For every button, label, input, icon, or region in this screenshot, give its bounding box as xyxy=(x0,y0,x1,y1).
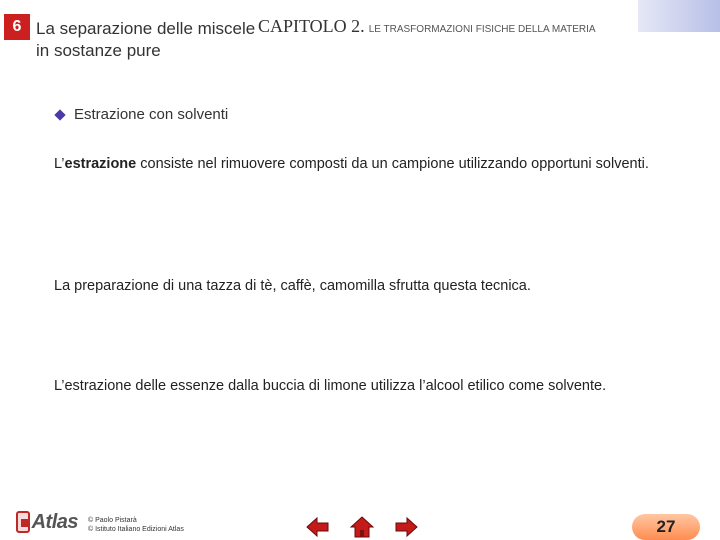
chapter-heading xyxy=(258,16,596,37)
atlas-logo xyxy=(16,508,78,536)
paragraph-example-tea: La preparazione di una tazza di tè, caffè, camomilla sfrutta questa tecnica. xyxy=(54,278,531,294)
atlas-logo-mark-icon xyxy=(16,511,30,533)
bullet-heading-text: Estrazione con solventi xyxy=(74,106,229,123)
chapter-label: CAPITOLO 2. xyxy=(258,16,365,36)
page-number-badge: 27 xyxy=(632,514,700,540)
bullet-heading xyxy=(56,106,228,123)
credits xyxy=(88,516,184,534)
credit-publisher: © Istituto Italiano Edizioni Atlas xyxy=(88,526,184,533)
section-title: La separazione delle miscele in sostanze pure xyxy=(36,19,256,60)
paragraph-example-lemon: L’estrazione delle essenze dalla buccia di limone utilizza l’alcool etilico come solvente. xyxy=(54,378,607,394)
home-button[interactable] xyxy=(350,516,374,538)
term-estrazione: estrazione xyxy=(64,156,137,172)
paragraph-definition-text: consiste nel rimuovere composti da un campione utilizzando opportuni solventi. xyxy=(136,156,649,172)
previous-slide-button[interactable] xyxy=(306,516,330,538)
arrow-right-icon xyxy=(394,516,418,538)
credit-author: © Paolo Pistarà xyxy=(88,517,137,524)
next-slide-button[interactable] xyxy=(394,516,418,538)
arrow-left-icon xyxy=(306,516,330,538)
atlas-logo-text: Atlas xyxy=(31,510,78,533)
home-icon xyxy=(350,516,374,538)
paragraph-definition xyxy=(54,154,666,174)
paragraph-prefix: L’ xyxy=(54,156,65,172)
section-number-badge: 6 xyxy=(4,14,30,40)
header-decoration xyxy=(638,0,720,32)
diamond-bullet-icon xyxy=(54,109,65,120)
chapter-subtitle: LE TRASFORMAZIONI FISICHE DELLA MATERIA xyxy=(368,24,596,35)
